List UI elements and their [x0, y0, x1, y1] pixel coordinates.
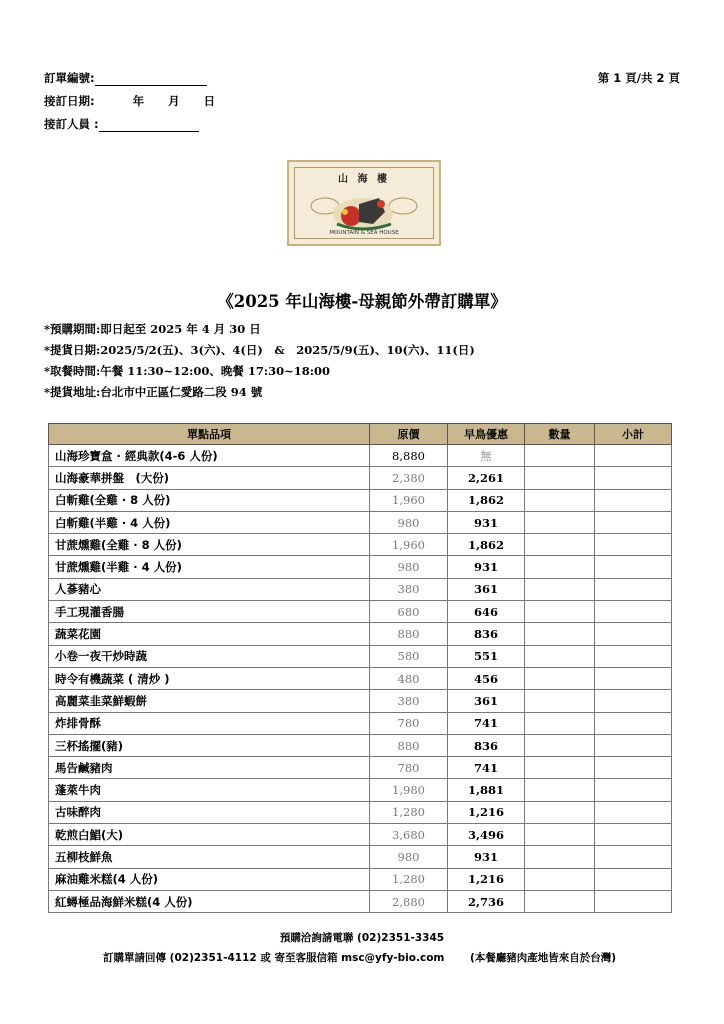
table-row	[49, 824, 672, 846]
header-item: 單點品項	[49, 424, 370, 445]
item-name-cell: 乾煎白鯧(大)	[49, 824, 370, 846]
quantity-cell[interactable]	[525, 489, 595, 511]
original-price-cell: 980	[370, 511, 448, 533]
page-number: 第 1 頁/共 2 頁	[597, 71, 680, 85]
original-price-cell: 880	[370, 623, 448, 645]
subtotal-cell[interactable]	[595, 623, 672, 645]
info-pickup-address: *提貨地址:台北市中正區仁愛路二段 94 號	[44, 385, 263, 399]
subtotal-cell[interactable]	[595, 601, 672, 623]
original-price-cell: 8,880	[370, 445, 448, 467]
item-name-cell: 山海珍寶盒 · 經典款(4-6 人份)	[49, 445, 370, 467]
early-bird-price-cell: 2,736	[448, 890, 525, 912]
table-row	[49, 890, 672, 912]
subtotal-cell[interactable]	[595, 445, 672, 467]
early-bird-price-cell: 741	[448, 712, 525, 734]
original-price-cell: 2,380	[370, 467, 448, 489]
table-row	[49, 556, 672, 578]
item-name-cell: 山海豪華拼盤 (大份)	[49, 467, 370, 489]
table-row	[49, 801, 672, 823]
original-price-cell: 1,960	[370, 489, 448, 511]
quantity-cell[interactable]	[525, 690, 595, 712]
original-price-cell: 980	[370, 846, 448, 868]
order-taker-label: 接訂人員 :	[44, 117, 99, 131]
quantity-cell[interactable]	[525, 824, 595, 846]
early-bird-price-cell: 1,216	[448, 801, 525, 823]
item-name-cell: 白斬雞(半雞 · 4 人份)	[49, 511, 370, 533]
table-row	[49, 445, 672, 467]
table-row	[49, 868, 672, 890]
order-number-field	[44, 70, 207, 86]
table-row	[49, 645, 672, 667]
subtotal-cell[interactable]	[595, 511, 672, 533]
table-row	[49, 489, 672, 511]
original-price-cell: 2,880	[370, 890, 448, 912]
original-price-cell: 580	[370, 645, 448, 667]
date-year: 年	[132, 94, 145, 108]
early-bird-price-cell: 456	[448, 667, 525, 689]
item-name-cell: 人蔘豬心	[49, 578, 370, 600]
info-preorder-period: *預購期間:即日起至 2025 年 4 月 30 日	[44, 322, 261, 336]
original-price-cell: 980	[370, 556, 448, 578]
item-name-cell: 手工現灌香腸	[49, 601, 370, 623]
page-title: 《2025 年山海樓-母親節外帶訂購單》	[217, 292, 507, 311]
early-bird-price-cell: 3,496	[448, 824, 525, 846]
date-month: 月	[168, 94, 180, 108]
item-name-cell: 甘蔗燻雞(半雞 · 4 人份)	[49, 556, 370, 578]
item-name-cell: 紅蟳極品海鮮米糕(4 人份)	[49, 890, 370, 912]
subtotal-cell[interactable]	[595, 757, 672, 779]
logo-english-text: MOUNTAIN & SEA HOUSE	[329, 230, 399, 236]
item-name-cell: 高麗菜韭菜鮮蝦餅	[49, 690, 370, 712]
quantity-cell[interactable]	[525, 556, 595, 578]
info-pickup-dates: *提貨日期:2025/5/2(五)、3(六)、4(日) & 2025/5/9(五)、10(六)、11(日)	[44, 343, 475, 357]
item-name-cell: 古味醉肉	[49, 801, 370, 823]
early-bird-price-cell: 361	[448, 690, 525, 712]
quantity-cell[interactable]	[525, 645, 595, 667]
item-name-cell: 蔬菜花園	[49, 623, 370, 645]
header-subtotal: 小計	[595, 424, 672, 445]
table-row	[49, 734, 672, 756]
early-bird-price-cell: 836	[448, 734, 525, 756]
original-price-cell: 480	[370, 667, 448, 689]
original-price-cell: 1,980	[370, 779, 448, 801]
quantity-cell[interactable]	[525, 578, 595, 600]
table-row	[49, 846, 672, 868]
subtotal-cell[interactable]	[595, 690, 672, 712]
footer-phone	[0, 930, 724, 945]
original-price-cell: 3,680	[370, 824, 448, 846]
subtotal-cell[interactable]	[595, 824, 672, 846]
early-bird-price-cell: 1,881	[448, 779, 525, 801]
subtotal-cell[interactable]	[595, 801, 672, 823]
subtotal-cell[interactable]	[595, 489, 672, 511]
quantity-cell[interactable]	[525, 445, 595, 467]
original-price-cell: 780	[370, 757, 448, 779]
early-bird-price-cell: 646	[448, 601, 525, 623]
logo-brand-text: 山 海 樓	[338, 174, 390, 185]
subtotal-cell[interactable]	[595, 467, 672, 489]
info-pickup-time: *取餐時間:午餐 11:30~12:00、晚餐 17:30~18:00	[44, 364, 331, 378]
subtotal-cell[interactable]	[595, 779, 672, 801]
quantity-cell[interactable]	[525, 757, 595, 779]
early-bird-price-cell: 無	[448, 445, 525, 467]
item-name-cell: 蓬萊牛肉	[49, 779, 370, 801]
order-number-blank	[95, 71, 207, 86]
order-date-field	[44, 93, 215, 109]
quantity-cell[interactable]	[525, 734, 595, 756]
early-bird-price-cell: 2,261	[448, 467, 525, 489]
subtotal-cell[interactable]	[595, 556, 672, 578]
subtotal-cell[interactable]	[595, 645, 672, 667]
original-price-cell: 1,280	[370, 801, 448, 823]
early-bird-price-cell: 361	[448, 578, 525, 600]
footer-pork-note: (本餐廳豬肉產地皆來自於台灣)	[470, 952, 617, 964]
quantity-cell[interactable]	[525, 712, 595, 734]
subtotal-cell[interactable]	[595, 890, 672, 912]
table-row	[49, 511, 672, 533]
quantity-cell[interactable]	[525, 601, 595, 623]
subtotal-cell[interactable]	[595, 734, 672, 756]
table-row	[49, 712, 672, 734]
original-price-cell: 380	[370, 578, 448, 600]
table-row	[49, 667, 672, 689]
item-name-cell: 五柳枝鮮魚	[49, 846, 370, 868]
quantity-cell[interactable]	[525, 890, 595, 912]
order-taker-blank	[99, 117, 199, 132]
table-body	[49, 445, 672, 913]
original-price-cell: 680	[370, 601, 448, 623]
subtotal-cell[interactable]	[595, 712, 672, 734]
quantity-cell[interactable]	[525, 511, 595, 533]
original-price-cell: 880	[370, 734, 448, 756]
subtotal-cell[interactable]	[595, 868, 672, 890]
item-name-cell: 時令有機蔬菜 ( 清炒 )	[49, 667, 370, 689]
table-header-row	[49, 424, 672, 445]
original-price-cell: 1,280	[370, 868, 448, 890]
item-name-cell: 麻油雞米糕(4 人份)	[49, 868, 370, 890]
order-table	[48, 423, 672, 913]
table-row	[49, 467, 672, 489]
footer-fax: 訂購單請回傳 (02)2351-4112 或 寄至客服信箱 msc@yfy-bio.com	[103, 952, 445, 964]
table-row	[49, 623, 672, 645]
header-early-bird-price: 早鳥優惠	[448, 424, 525, 445]
quantity-cell[interactable]	[525, 667, 595, 689]
table-row	[49, 578, 672, 600]
restaurant-logo	[287, 160, 441, 246]
early-bird-price-cell: 931	[448, 556, 525, 578]
item-name-cell: 小卷一夜干炒時蔬	[49, 645, 370, 667]
footer-phone-text: 預購洽詢請電聯 (02)2351-3345	[279, 932, 445, 944]
early-bird-price-cell: 741	[448, 757, 525, 779]
order-date-label: 接訂日期:	[44, 94, 95, 108]
early-bird-price-cell: 1,216	[448, 868, 525, 890]
early-bird-price-cell: 551	[448, 645, 525, 667]
item-name-cell: 甘蔗燻雞(全雞 · 8 人份)	[49, 534, 370, 556]
table-row	[49, 757, 672, 779]
table-row	[49, 534, 672, 556]
quantity-cell[interactable]	[525, 868, 595, 890]
order-number-label: 訂單編號:	[44, 71, 95, 85]
table-row	[49, 690, 672, 712]
order-taker-field	[44, 116, 199, 132]
original-price-cell: 1,960	[370, 534, 448, 556]
quantity-cell[interactable]	[525, 779, 595, 801]
quantity-cell[interactable]	[525, 623, 595, 645]
item-name-cell: 馬告鹹豬肉	[49, 757, 370, 779]
header-quantity: 數量	[525, 424, 595, 445]
early-bird-price-cell: 836	[448, 623, 525, 645]
early-bird-price-cell: 1,862	[448, 489, 525, 511]
quantity-cell[interactable]	[525, 534, 595, 556]
subtotal-cell[interactable]	[595, 846, 672, 868]
item-name-cell: 炸排骨酥	[49, 712, 370, 734]
quantity-cell[interactable]	[525, 846, 595, 868]
item-name-cell: 三杯搖擺(豬)	[49, 734, 370, 756]
quantity-cell[interactable]	[525, 467, 595, 489]
early-bird-price-cell: 931	[448, 511, 525, 533]
subtotal-cell[interactable]	[595, 667, 672, 689]
table-row	[49, 601, 672, 623]
item-name-cell: 白斬雞(全雞 · 8 人份)	[49, 489, 370, 511]
original-price-cell: 780	[370, 712, 448, 734]
early-bird-price-cell: 931	[448, 846, 525, 868]
subtotal-cell[interactable]	[595, 534, 672, 556]
early-bird-price-cell: 1,862	[448, 534, 525, 556]
original-price-cell: 380	[370, 690, 448, 712]
quantity-cell[interactable]	[525, 801, 595, 823]
header-original-price: 原價	[370, 424, 448, 445]
table-row	[49, 779, 672, 801]
date-day: 日	[203, 94, 216, 108]
subtotal-cell[interactable]	[595, 578, 672, 600]
